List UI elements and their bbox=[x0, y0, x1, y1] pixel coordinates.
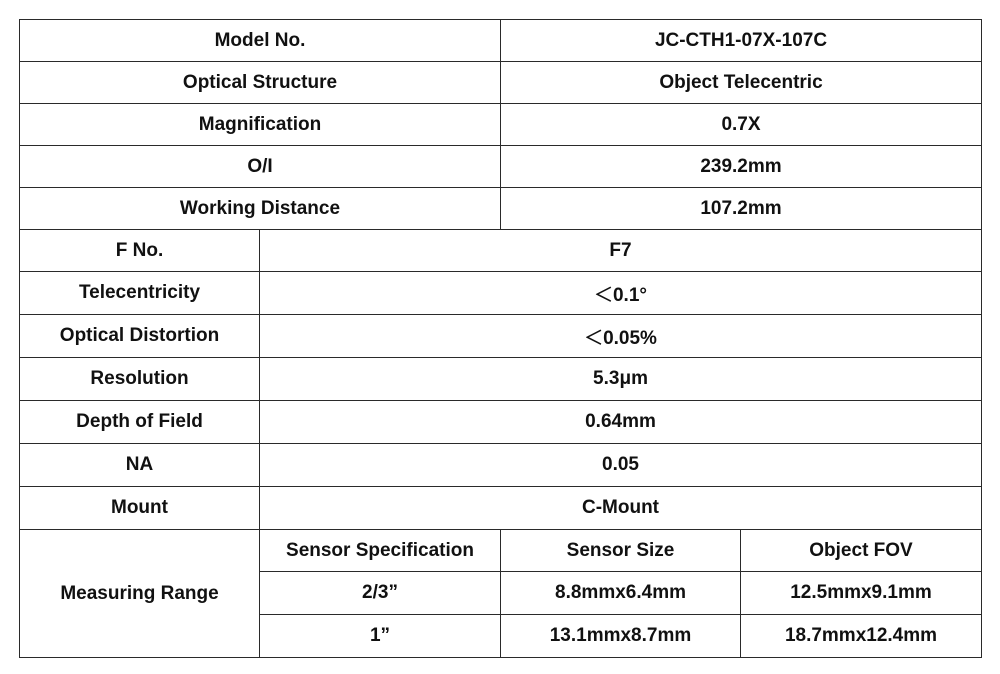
depth-of-field-label: Depth of Field bbox=[20, 401, 260, 444]
optical-distortion-value: ＜0.05% bbox=[260, 315, 982, 358]
resolution-label: Resolution bbox=[20, 358, 260, 401]
table-row bbox=[20, 487, 982, 530]
object-fov-header: Object FOV bbox=[741, 530, 982, 572]
sensor-size-header: Sensor Size bbox=[501, 530, 741, 572]
measuring-range-label: Measuring Range bbox=[20, 530, 260, 658]
table-row bbox=[20, 315, 982, 358]
table-row bbox=[20, 230, 982, 272]
mount-label: Mount bbox=[20, 487, 260, 530]
table-row bbox=[20, 146, 982, 188]
magnification-label: Magnification bbox=[20, 104, 501, 146]
spec-table bbox=[19, 19, 982, 658]
table-row bbox=[20, 272, 982, 315]
sensor-spec-cell: 2/3” bbox=[260, 572, 501, 615]
optical-structure-label: Optical Structure bbox=[20, 62, 501, 104]
sensor-size-cell: 8.8mmx6.4mm bbox=[501, 572, 741, 615]
table-row bbox=[20, 401, 982, 444]
table-row bbox=[20, 62, 982, 104]
oi-label: O/I bbox=[20, 146, 501, 188]
depth-of-field-value: 0.64mm bbox=[260, 401, 982, 444]
na-value: 0.05 bbox=[260, 444, 982, 487]
telecentricity-value: ＜0.1° bbox=[260, 272, 982, 315]
optical-distortion-label: Optical Distortion bbox=[20, 315, 260, 358]
optical-structure-value: Object Telecentric bbox=[501, 62, 982, 104]
mount-value: C-Mount bbox=[260, 487, 982, 530]
na-label: NA bbox=[20, 444, 260, 487]
object-fov-cell: 12.5mmx9.1mm bbox=[741, 572, 982, 615]
table-row bbox=[20, 104, 982, 146]
sensor-size-cell: 13.1mmx8.7mm bbox=[501, 615, 741, 658]
model-no-value: JC-CTH1-07X-107C bbox=[501, 20, 982, 62]
sensor-specification-header: Sensor Specification bbox=[260, 530, 501, 572]
oi-value: 239.2mm bbox=[501, 146, 982, 188]
table-row bbox=[20, 188, 982, 230]
working-distance-label: Working Distance bbox=[20, 188, 501, 230]
table-row bbox=[20, 444, 982, 487]
f-no-label: F No. bbox=[20, 230, 260, 272]
table-row bbox=[20, 530, 982, 572]
magnification-value: 0.7X bbox=[501, 104, 982, 146]
telecentricity-label: Telecentricity bbox=[20, 272, 260, 315]
f-no-value: F7 bbox=[260, 230, 982, 272]
model-no-label: Model No. bbox=[20, 20, 501, 62]
working-distance-value: 107.2mm bbox=[501, 188, 982, 230]
table-row bbox=[20, 20, 982, 62]
resolution-value: 5.3μm bbox=[260, 358, 982, 401]
sensor-spec-cell: 1” bbox=[260, 615, 501, 658]
object-fov-cell: 18.7mmx12.4mm bbox=[741, 615, 982, 658]
table-row bbox=[20, 358, 982, 401]
